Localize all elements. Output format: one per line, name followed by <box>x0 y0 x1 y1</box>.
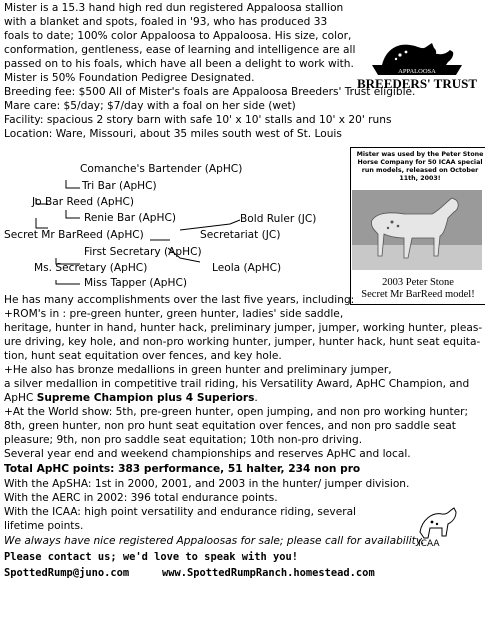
world-line: 8th, green hunter, non pro hunt seat equitation over fences, and non pro saddle seat <box>4 420 456 432</box>
supreme-prefix: ApHC <box>4 392 37 404</box>
photo-label-line2: Secret Mr BarReed model! <box>361 289 475 300</box>
other-line: With the AERC in 2002: 396 total endurance points. <box>4 492 278 504</box>
photo-caption: Mister was used by the Peter Stone Horse Company for 50 ICAA special run models, released on October 11th, 2003! <box>356 151 484 182</box>
location: Location: Ware, Missouri, about 35 miles south west of St. Louis <box>4 128 342 140</box>
mare-care: Mare care: $5/day; $7/day with a foal on her side (wet) <box>4 100 296 112</box>
pedigree-secretariat: Secretariat (JC) <box>200 229 281 241</box>
world-line: +At the World show: 5th, pre-green hunter, open jumping, and non pro working hunter; <box>4 406 469 418</box>
pedigree-first-secretary: First Secretary (ApHC) <box>84 246 202 258</box>
supreme-line <box>4 392 258 405</box>
pedigree-jo-bar-reed: Jo Bar Reed (ApHC) <box>32 196 135 208</box>
intro-line: Mister is a 15.3 hand high red dun registered Appaloosa stallion <box>4 2 344 14</box>
rom-line: tion, hunt seat equitation over fences, and key hole. <box>4 350 282 362</box>
bronze-line: +He also has bronze medallions in green hunter and preliminary jumper, <box>4 364 392 376</box>
pedigree-renie-bar: Renie Bar (ApHC) <box>84 212 177 224</box>
supreme-champion: Supreme Champion plus 4 Superiors <box>36 392 255 404</box>
rom-line: ure driving, key hole, and non-pro working hunter, jumper, hunter hack, hunt seat equita- <box>4 336 481 348</box>
intro-line: with a blanket and spots, foaled in '93, who has produced 33 <box>4 16 328 28</box>
pedigree-tri-bar: Tri Bar (ApHC) <box>82 180 157 192</box>
intro-line: Mister is 50% Foundation Pedigree Designated. <box>4 72 255 84</box>
other-line: With the ICAA: high point versatility and endurance riding, several <box>4 506 357 518</box>
logo-line2: BREEDERS' TRUST <box>356 76 478 91</box>
accomplishments-intro: He has many accomplishments over the last five years, including: <box>4 294 355 306</box>
contact-email[interactable]: SpottedRump@juno.com <box>4 567 130 579</box>
rom-line: heritage, hunter in hand, hunter hack, preliminary jumper, jumper, working hunter, pleas- <box>4 322 483 334</box>
supreme-suffix: . <box>254 392 258 404</box>
pedigree-secret-mr-barreed: Secret Mr BarReed (ApHC) <box>4 229 144 241</box>
rom-line: +ROM's in : pre-green hunter, green hunter, ladies' side saddle, <box>4 308 344 320</box>
intro-line: conformation, gentleness, ease of learning and intelligence are all <box>4 44 356 56</box>
breeding-fee: Breeding fee: $500 All of Mister's foals are Appaloosa Breeders' Trust eligible. <box>4 86 416 98</box>
pedigree-ms-secretary: Ms. Secretary (ApHC) <box>34 262 148 274</box>
intro-line: passed on to his foals, which have all been a delight to work with. <box>4 58 354 70</box>
sale-note: We always have nice registered Appaloosas for sale; please call for availability. <box>4 535 425 547</box>
icaa-label: ICAA <box>418 539 440 549</box>
total-points: Total ApHC points: 383 performance, 51 halter, 234 non pro <box>4 463 361 475</box>
photo-label-line1: 2003 Peter Stone <box>382 277 454 288</box>
other-line: With the ApSHA: 1st in 2000, 2001, and 2003 in the hunter/ jumper division. <box>4 478 410 490</box>
contact-line: Please contact us; we'd love to speak with you! <box>4 551 299 563</box>
pedigree-comanches-bartender: Comanche's Bartender (ApHC) <box>80 163 243 175</box>
bronze-line: a silver medallion in competitive trail riding, his Versatility Award, ApHC Champion, and <box>4 378 470 390</box>
world-line: pleasure; 9th, non pro saddle seat equitation; 10th non-pro driving. <box>4 434 363 446</box>
intro-line: foals to date; 100% color Appaloosa to Appaloosa. His size, color, <box>4 30 352 42</box>
pedigree-bold-ruler: Bold Ruler (JC) <box>240 213 317 225</box>
pedigree-miss-tapper: Miss Tapper (ApHC) <box>84 277 187 289</box>
facility: Facility: spacious 2 story barn with safe 10' x 10' stalls and 10' x 20' runs <box>4 114 392 126</box>
world-line: Several year end and weekend championships and reserves ApHC and local. <box>4 448 411 460</box>
contact-website[interactable]: www.SpottedRumpRanch.homestead.com <box>162 567 375 579</box>
other-line: lifetime points. <box>4 520 84 532</box>
pedigree-leola: Leola (ApHC) <box>212 262 282 274</box>
logo-line1: APPALOOSA <box>398 68 436 75</box>
